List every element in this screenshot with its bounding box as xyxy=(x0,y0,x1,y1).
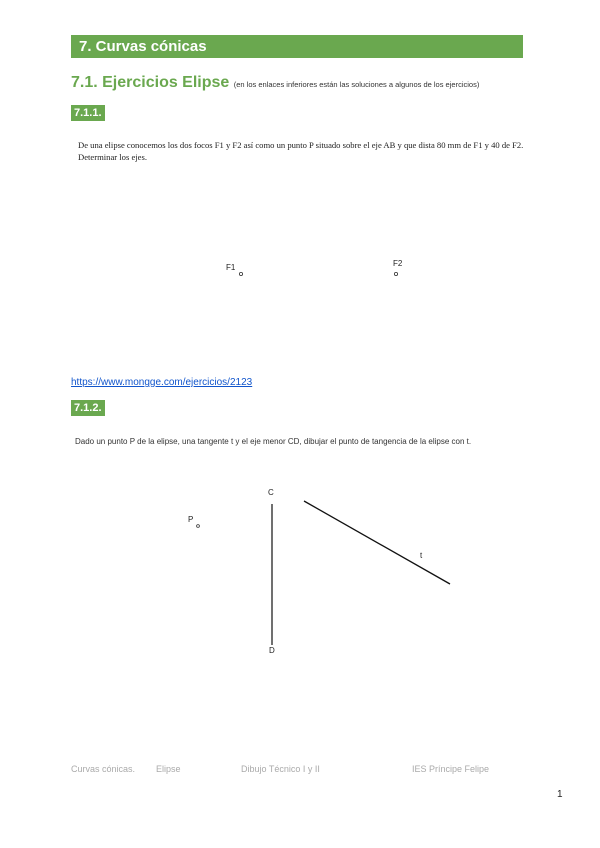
solution-link-2123[interactable]: https://www.mongge.com/ejercicios/2123 xyxy=(71,377,253,388)
exercise-2-tag: 7.1.2. xyxy=(71,400,105,416)
chapter-title: 7. Curvas cónicas xyxy=(71,35,523,58)
exercise-1-tag: 7.1.1. xyxy=(71,105,105,121)
point-p-label: P xyxy=(188,515,194,524)
footer-subject: Dibujo Técnico I y II xyxy=(241,764,320,774)
focus-f2-label: F2 xyxy=(393,259,403,268)
tangent-t-label: t xyxy=(420,551,423,560)
point-d-label: D xyxy=(269,646,275,655)
exercise-2-text: Dado un punto P de la elipse, una tangente t y el eje menor CD, dibujar el punto de tangencia de la elipse con t. xyxy=(75,437,472,446)
point-c-label: C xyxy=(268,488,274,497)
page-number: 1 xyxy=(557,789,563,800)
focus-f1-point xyxy=(239,272,242,275)
exercise-1-text: De una elipse conocemos los dos focos F1 y F2 así como un punto P situado sobre el eje AB y que dista 80 mm de F1 y 40 de F2. Determinar los ejes. xyxy=(78,140,524,162)
footer-subtopic: Elipse xyxy=(156,764,181,774)
focus-f2-point xyxy=(394,272,397,275)
section-title-text: 7.1. Ejercicios Elipse xyxy=(71,74,230,91)
section-note: (en los enlaces inferiores están las soluciones a algunos de los ejercicios) xyxy=(233,80,480,89)
footer-topic: Curvas cónicas. xyxy=(71,764,136,774)
point-p-marker xyxy=(197,525,200,528)
tangent-t-line xyxy=(304,501,450,584)
focus-f1-label: F1 xyxy=(226,263,236,272)
footer-school: IES Príncipe Felipe xyxy=(412,764,490,774)
